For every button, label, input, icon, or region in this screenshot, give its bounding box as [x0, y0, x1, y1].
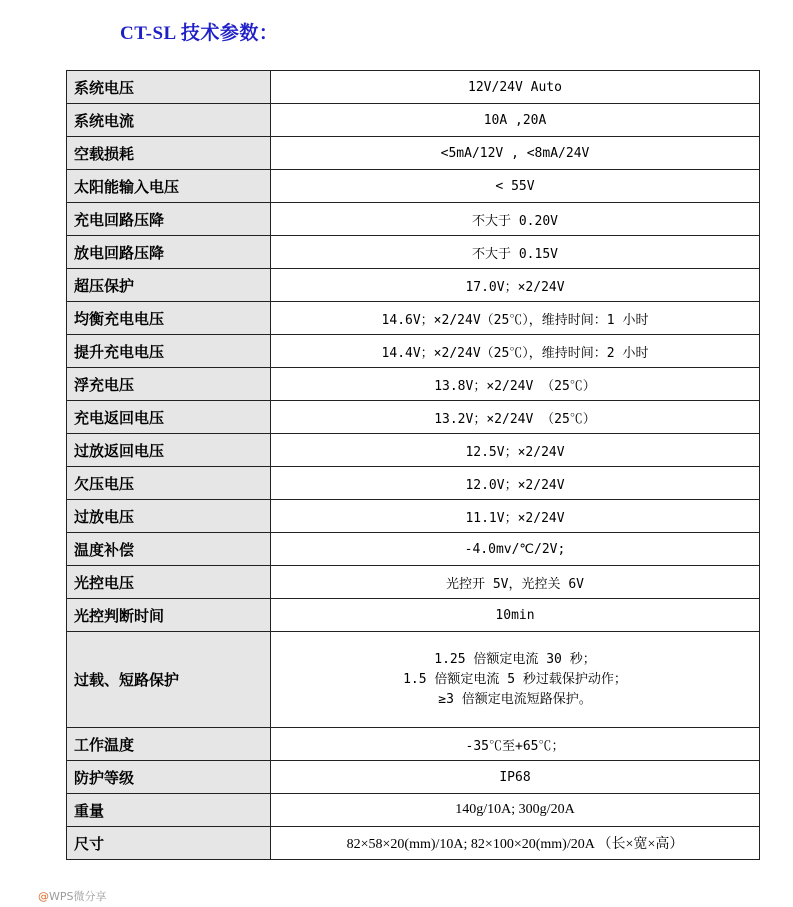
param-value: 10A ,20A [271, 104, 760, 137]
param-label: 提升充电电压 [67, 335, 271, 368]
param-value-line: 1.5 倍额定电流 5 秒过载保护动作； [403, 671, 627, 687]
param-label: 温度补偿 [67, 533, 271, 566]
param-label: 浮充电压 [67, 368, 271, 401]
param-label: 光控判断时间 [67, 599, 271, 632]
page-title: CT-SL 技术参数： [120, 23, 279, 44]
table-row [67, 728, 760, 761]
table-row [67, 467, 760, 500]
param-value: 不大于 0.20V [271, 203, 760, 236]
param-value: 12V/24V Auto [271, 71, 760, 104]
param-label: 太阳能输入电压 [67, 170, 271, 203]
param-label: 过放电压 [67, 500, 271, 533]
param-value-line: ≥3 倍额定电流短路保护。 [438, 691, 592, 707]
table-row [67, 599, 760, 632]
param-label: 充电回路压降 [67, 203, 271, 236]
table-row [67, 236, 760, 269]
watermark [38, 888, 107, 904]
param-value: 12.5V；×2/24V [271, 434, 760, 467]
param-label: 均衡充电电压 [67, 302, 271, 335]
table-row [67, 104, 760, 137]
table-row [67, 401, 760, 434]
table-row [67, 335, 760, 368]
param-value: 13.8V；×2/24V （25℃） [271, 368, 760, 401]
param-value: 12.0V；×2/24V [271, 467, 760, 500]
param-value: 14.6V；×2/24V（25℃），维持时间：1 小时 [271, 302, 760, 335]
param-value: 140g/10A; 300g/20A [271, 794, 760, 827]
table-row [67, 533, 760, 566]
table-row [67, 170, 760, 203]
param-label: 防护等级 [67, 761, 271, 794]
param-label: 光控电压 [67, 566, 271, 599]
spec-table [66, 70, 760, 860]
table-row [67, 632, 760, 728]
param-value: 光控开 5V，光控关 6V [271, 566, 760, 599]
param-value: 11.1V；×2/24V [271, 500, 760, 533]
param-value: 14.4V；×2/24V（25℃），维持时间：2 小时 [271, 335, 760, 368]
param-value-line: 1.25 倍额定电流 30 秒； [434, 651, 596, 667]
table-row [67, 827, 760, 860]
param-label: 空载损耗 [67, 137, 271, 170]
param-label: 重量 [67, 794, 271, 827]
table-row [67, 500, 760, 533]
param-label: 过载、短路保护 [67, 632, 271, 728]
param-value: -35℃至+65℃； [271, 728, 760, 761]
table-row [67, 794, 760, 827]
param-value: 10min [271, 599, 760, 632]
table-row [67, 71, 760, 104]
param-label: 充电返回电压 [67, 401, 271, 434]
param-label: 放电回路压降 [67, 236, 271, 269]
param-label: 过放返回电压 [67, 434, 271, 467]
table-row [67, 434, 760, 467]
param-label: 系统电流 [67, 104, 271, 137]
table-row [67, 761, 760, 794]
table-row [67, 302, 760, 335]
param-value: -4.0mv/℃/2V; [271, 533, 760, 566]
param-value-multiline [271, 632, 760, 728]
param-label: 尺寸 [67, 827, 271, 860]
param-label: 系统电压 [67, 71, 271, 104]
table-row [67, 137, 760, 170]
param-value: <5mA/12V , <8mA/24V [271, 137, 760, 170]
param-value: IP68 [271, 761, 760, 794]
param-label: 欠压电压 [67, 467, 271, 500]
param-value: 17.0V；×2/24V [271, 269, 760, 302]
table-row [67, 269, 760, 302]
param-label: 超压保护 [67, 269, 271, 302]
table-row [67, 566, 760, 599]
param-label: 工作温度 [67, 728, 271, 761]
watermark-at: @ [38, 890, 49, 903]
param-value: 不大于 0.15V [271, 236, 760, 269]
param-value: < 55V [271, 170, 760, 203]
table-row [67, 203, 760, 236]
param-value: 82×58×20(mm)/10A; 82×100×20(mm)/20A （长×宽×高） [271, 827, 760, 860]
watermark-text: WPS微分享 [49, 890, 107, 903]
param-value: 13.2V；×2/24V （25℃） [271, 401, 760, 434]
table-row [67, 368, 760, 401]
